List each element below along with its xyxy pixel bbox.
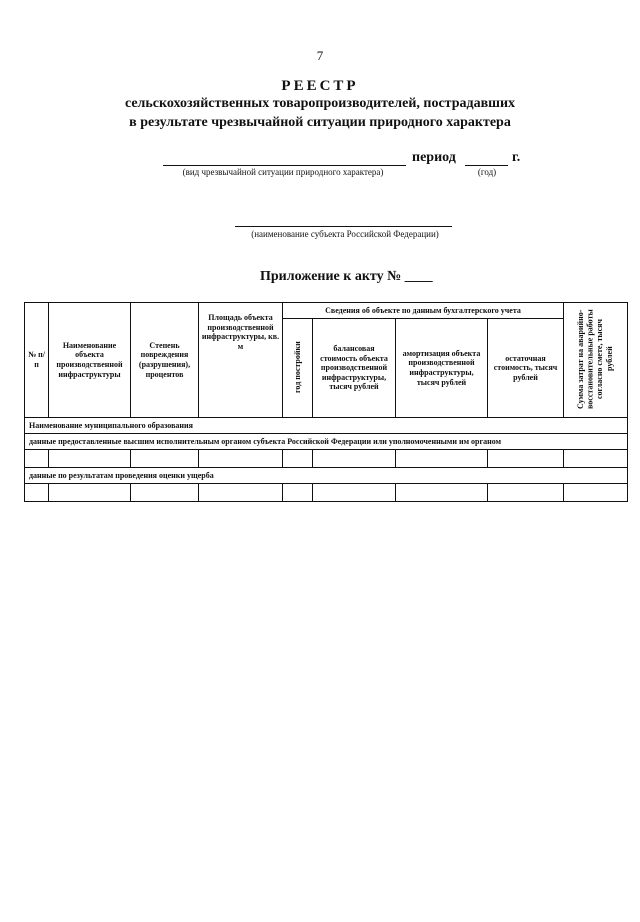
col-year-header: [283, 319, 313, 418]
section-municipality: Наименование муниципального образования: [25, 418, 628, 434]
year-header-text: год постройки: [292, 340, 302, 393]
situation-caption: (вид чрезвычайной ситуации природного характера): [182, 167, 384, 177]
table-cell[interactable]: [25, 450, 49, 468]
section-row-authority: [25, 434, 628, 450]
col-damage-header: Степень повреждения (разрушения), процентов: [131, 303, 199, 418]
table-cell[interactable]: [131, 484, 199, 502]
table-cell[interactable]: [313, 484, 396, 502]
accounting-group-header: Сведения об объекте по данным бухгалтерского учета: [283, 303, 564, 319]
table-cell[interactable]: [49, 450, 131, 468]
table-cell[interactable]: [488, 450, 564, 468]
col-num-header: № п/п: [25, 303, 49, 418]
table-cell[interactable]: [25, 484, 49, 502]
registry-table: [24, 302, 628, 502]
table-cell[interactable]: [199, 484, 283, 502]
table-cell[interactable]: [564, 450, 628, 468]
subject-caption: (наименование субъекта Российской Федерации): [251, 229, 439, 239]
col-area-header: Площадь объекта производственной инфраструктуры, кв. м: [199, 303, 283, 418]
col-balance-header: балансовая стоимость объекта производственной инфраструктуры, тысяч рублей: [313, 319, 396, 418]
table-cell[interactable]: [488, 484, 564, 502]
period-label: период: [412, 150, 456, 165]
cost-header-text: Сумма затрат на аварийно-восстановительные работы согласно смете, тысяч рублей: [576, 308, 615, 409]
appendix-number: ____: [404, 269, 433, 284]
table-cell[interactable]: [131, 450, 199, 468]
col-name-header: Наименование объекта производственной инфраструктуры: [49, 303, 131, 418]
table-cell[interactable]: [199, 450, 283, 468]
section-authority: данные предоставленные высшим исполнительным органом субъекта Российской Федерации или уполномоченными им органом: [25, 434, 628, 450]
section-row-municipality: [25, 418, 628, 434]
table-cell[interactable]: [396, 450, 488, 468]
table-row: [25, 450, 628, 468]
title-line-2: в результате чрезвычайной ситуации природного характера: [129, 115, 511, 130]
col-residual-header: остаточная стоимость, тысяч рублей: [488, 319, 564, 418]
table-cell[interactable]: [283, 450, 313, 468]
appendix-label: Приложение к акту №: [260, 269, 402, 284]
table-row: [25, 484, 628, 502]
header-row-1: [25, 303, 628, 319]
title-line-1: сельскохозяйственных товаропроизводителей, пострадавших: [124, 96, 516, 111]
table-cell[interactable]: [396, 484, 488, 502]
table-cell[interactable]: [49, 484, 131, 502]
subject-underline: [235, 226, 452, 227]
table-cell[interactable]: [313, 450, 396, 468]
situation-underline: [163, 165, 406, 166]
table-cell[interactable]: [283, 484, 313, 502]
year-underline: [465, 165, 508, 166]
col-amortization-header: амортизация объекта производственной инфраструктуры, тысяч рублей: [396, 319, 488, 418]
appendix-heading: [260, 269, 433, 285]
year-caption: (год): [477, 167, 497, 177]
year-suffix: г.: [512, 150, 521, 165]
page-number: 7: [316, 48, 324, 63]
section-assessment: данные по результатам проведения оценки ущерба: [25, 468, 628, 484]
document-title: РЕЕСТР: [281, 78, 359, 94]
table-cell[interactable]: [564, 484, 628, 502]
section-row-assessment: [25, 468, 628, 484]
col-cost-header: [564, 303, 628, 418]
